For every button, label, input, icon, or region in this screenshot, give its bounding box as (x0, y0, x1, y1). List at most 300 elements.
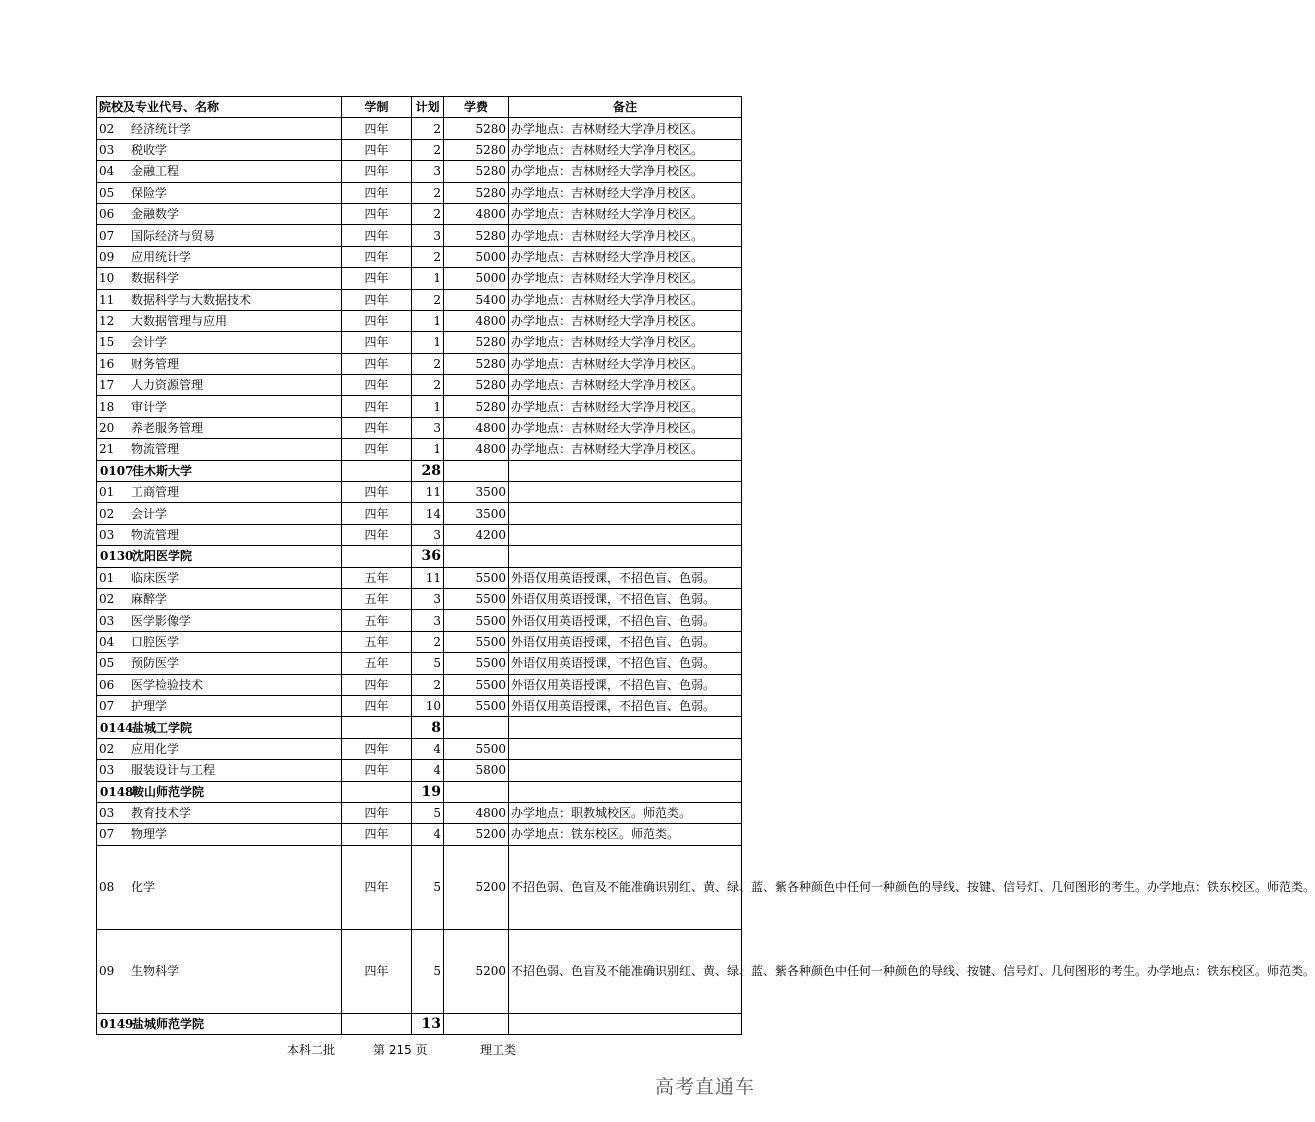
code: 04 (99, 164, 115, 179)
major-row (97, 845, 742, 929)
duration-cell: 四年 (342, 182, 412, 203)
major-row (97, 674, 742, 695)
fee-cell (444, 1013, 509, 1034)
name: 盐城师范学院 (132, 1016, 205, 1031)
duration-cell: 四年 (342, 760, 412, 781)
note-cell: 外语仅用英语授课，不招色盲、色弱。 (509, 631, 742, 652)
name: 保险学 (131, 185, 168, 200)
code: 03 (99, 806, 115, 821)
plan-cell: 5 (412, 929, 444, 1013)
header-note: 备注 (509, 97, 742, 118)
note-cell: 办学地点：吉林财经大学净月校区。 (509, 439, 742, 460)
duration-cell: 四年 (342, 824, 412, 845)
duration-cell: 四年 (342, 118, 412, 139)
fee-cell: 5000 (444, 246, 509, 267)
plan-cell: 1 (412, 439, 444, 460)
name: 护理学 (131, 699, 168, 714)
plan-cell: 1 (412, 332, 444, 353)
fee-cell: 5280 (444, 375, 509, 396)
name-cell (97, 695, 342, 716)
note-cell: 办学地点：吉林财经大学净月校区。 (509, 246, 742, 267)
note-cell: 办学地点：铁东校区。师范类。 (509, 824, 742, 845)
name-cell (97, 503, 342, 524)
name-cell (97, 674, 342, 695)
code: 17 (99, 378, 115, 393)
note-cell: 外语仅用英语授课，不招色盲、色弱。 (509, 653, 742, 674)
name-cell (97, 396, 342, 417)
plan-cell: 1 (412, 310, 444, 331)
note-cell: 办学地点：吉林财经大学净月校区。 (509, 332, 742, 353)
name-cell (97, 460, 342, 481)
fee-cell: 4800 (444, 310, 509, 331)
duration-cell: 四年 (342, 802, 412, 823)
fee-cell: 5500 (444, 588, 509, 609)
fee-cell: 5500 (444, 653, 509, 674)
code: 18 (99, 399, 115, 414)
code: 06 (99, 677, 115, 692)
name-cell (97, 139, 342, 160)
duration-cell: 五年 (342, 610, 412, 631)
code: 16 (99, 356, 115, 371)
plan-cell: 4 (412, 738, 444, 759)
note-cell: 外语仅用英语授课，不招色盲、色弱。 (509, 695, 742, 716)
major-row (97, 824, 742, 845)
name-cell (97, 738, 342, 759)
name-cell (97, 353, 342, 374)
duration-cell: 四年 (342, 524, 412, 545)
note-cell: 办学地点：吉林财经大学净月校区。 (509, 118, 742, 139)
plan-cell: 2 (412, 375, 444, 396)
duration-cell: 五年 (342, 653, 412, 674)
name: 会计学 (131, 506, 168, 521)
fee-cell: 5200 (444, 824, 509, 845)
duration-cell: 四年 (342, 353, 412, 374)
plan-cell: 5 (412, 802, 444, 823)
code: 0149 (100, 1016, 134, 1031)
name: 鞍山师范学院 (132, 784, 205, 799)
name-cell (97, 375, 342, 396)
code: 09 (99, 249, 115, 264)
footer-batch: 本科二批 (287, 1043, 336, 1057)
plan-cell: 11 (412, 567, 444, 588)
major-row (97, 225, 742, 246)
major-row (97, 802, 742, 823)
code: 20 (99, 421, 115, 436)
duration-cell: 四年 (342, 695, 412, 716)
note-cell: 外语仅用英语授课，不招色盲、色弱。 (509, 610, 742, 631)
duration-cell: 四年 (342, 396, 412, 417)
name-cell (97, 631, 342, 652)
name: 金融数学 (131, 207, 180, 222)
note-cell (509, 1013, 742, 1034)
name: 口腔医学 (131, 634, 180, 649)
major-row (97, 353, 742, 374)
name: 大数据管理与应用 (131, 314, 228, 329)
fee-cell: 5200 (444, 845, 509, 929)
code: 07 (99, 827, 115, 842)
code: 0148 (100, 784, 134, 799)
major-row (97, 653, 742, 674)
major-row (97, 482, 742, 503)
name: 物流管理 (131, 442, 180, 457)
plan-cell: 2 (412, 118, 444, 139)
name-cell (97, 182, 342, 203)
plan-cell: 2 (412, 203, 444, 224)
plan-cell: 3 (412, 417, 444, 438)
header-duration: 学制 (342, 97, 412, 118)
major-row (97, 588, 742, 609)
plan-cell: 5 (412, 845, 444, 929)
code: 03 (99, 528, 115, 542)
duration-cell: 四年 (342, 674, 412, 695)
plan-cell: 3 (412, 161, 444, 182)
fee-cell: 5800 (444, 760, 509, 781)
fee-cell (444, 717, 509, 738)
code: 15 (99, 335, 115, 350)
plan-cell: 11 (412, 482, 444, 503)
major-row (97, 139, 742, 160)
admission-plan-table (96, 96, 1315, 1035)
code: 09 (99, 964, 115, 979)
fee-cell: 5280 (444, 161, 509, 182)
code: 02 (99, 592, 115, 607)
name-cell (97, 332, 342, 353)
name-cell (97, 824, 342, 845)
major-row (97, 738, 742, 759)
fee-cell: 4200 (444, 524, 509, 545)
name-cell (97, 161, 342, 182)
name-cell (97, 310, 342, 331)
fee-cell: 5280 (444, 139, 509, 160)
fee-cell: 5500 (444, 631, 509, 652)
plan-cell: 2 (412, 353, 444, 374)
duration-cell: 四年 (342, 246, 412, 267)
institution-row (97, 546, 742, 567)
name: 预防医学 (131, 656, 180, 671)
name-cell (97, 417, 342, 438)
plan-cell: 28 (412, 460, 444, 481)
note-cell: 外语仅用英语授课，不招色盲、色弱。 (509, 674, 742, 695)
duration-cell: 四年 (342, 310, 412, 331)
name-cell (97, 246, 342, 267)
name-cell (97, 1013, 342, 1034)
fee-cell: 3500 (444, 482, 509, 503)
name: 盐城工学院 (132, 720, 193, 735)
fee-cell: 5500 (444, 695, 509, 716)
code: 11 (99, 292, 115, 307)
duration-cell: 四年 (342, 139, 412, 160)
code: 03 (99, 763, 115, 778)
major-row (97, 246, 742, 267)
major-row (97, 631, 742, 652)
note-cell: 办学地点：吉林财经大学净月校区。 (509, 375, 742, 396)
name-cell (97, 781, 342, 802)
duration-cell: 四年 (342, 929, 412, 1013)
major-row (97, 417, 742, 438)
note-cell: 办学地点：吉林财经大学净月校区。 (509, 353, 742, 374)
name: 应用化学 (131, 741, 180, 756)
duration-cell: 五年 (342, 631, 412, 652)
name: 佳木斯大学 (132, 463, 193, 478)
duration-cell: 四年 (342, 439, 412, 460)
name-cell (97, 567, 342, 588)
plan-cell: 2 (412, 139, 444, 160)
fee-cell: 5500 (444, 567, 509, 588)
name-cell (97, 610, 342, 631)
name: 教育技术学 (131, 806, 192, 821)
major-row (97, 760, 742, 781)
note-cell: 办学地点：吉林财经大学净月校区。 (509, 139, 742, 160)
major-row (97, 268, 742, 289)
note-cell: 不招色弱、色盲及不能准确识别红、黄、绿、蓝、紫各种颜色中任何一种颜色的导线、按键、信号灯、几何图形的考生。办学地点：铁东校区。师范类。 (509, 845, 742, 929)
duration-cell: 四年 (342, 161, 412, 182)
footer-page: 第 215 页 (373, 1043, 428, 1057)
code: 0130 (100, 549, 134, 564)
fee-cell: 5200 (444, 929, 509, 1013)
institution-row (97, 1013, 742, 1034)
duration-cell: 五年 (342, 567, 412, 588)
name: 会计学 (131, 335, 168, 350)
table-header-row (97, 97, 742, 118)
header-name: 院校及专业代号、名称 (97, 97, 342, 118)
duration-cell: 四年 (342, 289, 412, 310)
watermark-logo: 高考直通车 (655, 1076, 756, 1098)
name-cell (97, 268, 342, 289)
plan-cell: 1 (412, 268, 444, 289)
plan-cell: 3 (412, 610, 444, 631)
fee-cell (444, 460, 509, 481)
duration-cell: 四年 (342, 417, 412, 438)
note-cell: 办学地点：吉林财经大学净月校区。 (509, 417, 742, 438)
plan-cell: 2 (412, 246, 444, 267)
major-row (97, 332, 742, 353)
note-cell: 不招色弱、色盲及不能准确识别红、黄、绿、蓝、紫各种颜色中任何一种颜色的导线、按键、信号灯、几何图形的考生。办学地点：铁东校区。师范类。 (509, 929, 742, 1013)
code: 0144 (100, 720, 134, 735)
fee-cell: 4800 (444, 802, 509, 823)
major-row (97, 161, 742, 182)
code: 10 (99, 271, 115, 286)
duration-cell: 四年 (342, 268, 412, 289)
name: 医学检验技术 (131, 677, 204, 692)
duration-cell: 四年 (342, 845, 412, 929)
note-cell (509, 460, 742, 481)
duration-cell: 四年 (342, 203, 412, 224)
name: 金融工程 (131, 164, 180, 179)
duration-cell: 四年 (342, 332, 412, 353)
code: 05 (99, 656, 115, 671)
major-row (97, 182, 742, 203)
name-cell (97, 546, 342, 567)
fee-cell: 5280 (444, 332, 509, 353)
name-cell (97, 524, 342, 545)
name: 审计学 (131, 399, 168, 414)
major-row (97, 289, 742, 310)
fee-cell: 5000 (444, 268, 509, 289)
header-fee: 学费 (444, 97, 509, 118)
note-cell: 办学地点：吉林财经大学净月校区。 (509, 182, 742, 203)
name: 经济统计学 (131, 121, 192, 136)
code: 01 (99, 485, 115, 500)
duration-cell: 四年 (342, 482, 412, 503)
code: 06 (99, 207, 115, 222)
note-cell (509, 717, 742, 738)
code: 12 (99, 314, 115, 329)
code: 0107 (100, 463, 134, 478)
institution-row (97, 460, 742, 481)
fee-cell: 5500 (444, 610, 509, 631)
code: 05 (99, 185, 115, 200)
note-cell: 办学地点：吉林财经大学净月校区。 (509, 289, 742, 310)
plan-cell: 5 (412, 653, 444, 674)
plan-cell: 2 (412, 182, 444, 203)
code: 02 (99, 741, 115, 756)
note-cell: 外语仅用英语授课，不招色盲、色弱。 (509, 567, 742, 588)
name-cell (97, 588, 342, 609)
name: 生物科学 (131, 964, 180, 979)
name: 数据科学 (131, 271, 180, 286)
fee-cell: 4800 (444, 203, 509, 224)
name: 人力资源管理 (131, 378, 204, 393)
code: 01 (99, 570, 115, 585)
plan-cell: 4 (412, 760, 444, 781)
duration-cell: 五年 (342, 588, 412, 609)
name-cell (97, 118, 342, 139)
major-row (97, 310, 742, 331)
duration-cell: 四年 (342, 503, 412, 524)
name-cell (97, 289, 342, 310)
duration-cell: 四年 (342, 375, 412, 396)
name-cell (97, 439, 342, 460)
fee-cell: 5400 (444, 289, 509, 310)
fee-cell: 5280 (444, 225, 509, 246)
name: 数据科学与大数据技术 (131, 292, 252, 307)
major-row (97, 396, 742, 417)
fee-cell: 5280 (444, 182, 509, 203)
note-cell: 办学地点：吉林财经大学净月校区。 (509, 396, 742, 417)
plan-cell: 13 (412, 1013, 444, 1034)
plan-cell: 3 (412, 588, 444, 609)
plan-cell: 3 (412, 225, 444, 246)
note-cell (509, 760, 742, 781)
code: 03 (99, 142, 115, 157)
name: 服装设计与工程 (131, 763, 216, 778)
note-cell: 办学地点：吉林财经大学净月校区。 (509, 310, 742, 331)
note-cell (509, 524, 742, 545)
duration-cell (342, 781, 412, 802)
duration-cell (342, 1013, 412, 1034)
name: 麻醉学 (131, 592, 168, 607)
plan-cell: 4 (412, 824, 444, 845)
plan-cell: 36 (412, 546, 444, 567)
duration-cell: 四年 (342, 738, 412, 759)
plan-cell: 1 (412, 396, 444, 417)
name: 化学 (131, 880, 156, 895)
plan-cell: 3 (412, 524, 444, 545)
plan-cell: 10 (412, 695, 444, 716)
duration-cell: 四年 (342, 225, 412, 246)
major-row (97, 375, 742, 396)
name-cell (97, 929, 342, 1013)
note-cell (509, 738, 742, 759)
fee-cell: 5500 (444, 738, 509, 759)
duration-cell (342, 460, 412, 481)
fee-cell: 5500 (444, 674, 509, 695)
fee-cell (444, 546, 509, 567)
code: 07 (99, 699, 115, 714)
major-row (97, 695, 742, 716)
duration-cell (342, 717, 412, 738)
major-row (97, 439, 742, 460)
note-cell: 办学地点：吉林财经大学净月校区。 (509, 203, 742, 224)
name-cell (97, 802, 342, 823)
footer-category: 理工类 (480, 1043, 517, 1057)
major-row (97, 503, 742, 524)
note-cell (509, 546, 742, 567)
note-cell: 办学地点：职教城校区。师范类。 (509, 802, 742, 823)
note-cell: 办学地点：吉林财经大学净月校区。 (509, 225, 742, 246)
header-plan: 计划 (412, 97, 444, 118)
name: 物流管理 (131, 528, 180, 542)
fee-cell: 5280 (444, 353, 509, 374)
name-cell (97, 482, 342, 503)
fee-cell: 4800 (444, 417, 509, 438)
name-cell (97, 653, 342, 674)
code: 03 (99, 613, 115, 628)
duration-cell (342, 546, 412, 567)
note-cell: 办学地点：吉林财经大学净月校区。 (509, 161, 742, 182)
institution-row (97, 717, 742, 738)
note-cell (509, 482, 742, 503)
major-row (97, 203, 742, 224)
plan-cell: 2 (412, 289, 444, 310)
major-row (97, 567, 742, 588)
name: 工商管理 (131, 485, 180, 500)
fee-cell (444, 781, 509, 802)
code: 02 (99, 506, 115, 521)
plan-cell: 8 (412, 717, 444, 738)
name: 临床医学 (131, 570, 180, 585)
code: 08 (99, 880, 115, 895)
code: 07 (99, 228, 115, 243)
code: 04 (99, 634, 115, 649)
fee-cell: 5280 (444, 396, 509, 417)
name: 物理学 (131, 827, 168, 842)
name-cell (97, 760, 342, 781)
code: 21 (99, 442, 115, 457)
note-cell (509, 503, 742, 524)
note-cell: 外语仅用英语授课，不招色盲、色弱。 (509, 588, 742, 609)
fee-cell: 4800 (444, 439, 509, 460)
plan-cell: 14 (412, 503, 444, 524)
major-row (97, 118, 742, 139)
plan-cell: 19 (412, 781, 444, 802)
name: 国际经济与贸易 (131, 228, 216, 243)
major-row (97, 610, 742, 631)
name: 应用统计学 (131, 249, 192, 264)
major-row (97, 524, 742, 545)
plan-cell: 2 (412, 631, 444, 652)
name-cell (97, 717, 342, 738)
name: 养老服务管理 (131, 421, 204, 436)
code: 02 (99, 121, 115, 136)
fee-cell: 3500 (444, 503, 509, 524)
name: 财务管理 (131, 356, 180, 371)
name: 税收学 (131, 142, 168, 157)
name-cell (97, 845, 342, 929)
name: 沈阳医学院 (132, 549, 193, 564)
name: 医学影像学 (131, 613, 192, 628)
note-cell (509, 781, 742, 802)
